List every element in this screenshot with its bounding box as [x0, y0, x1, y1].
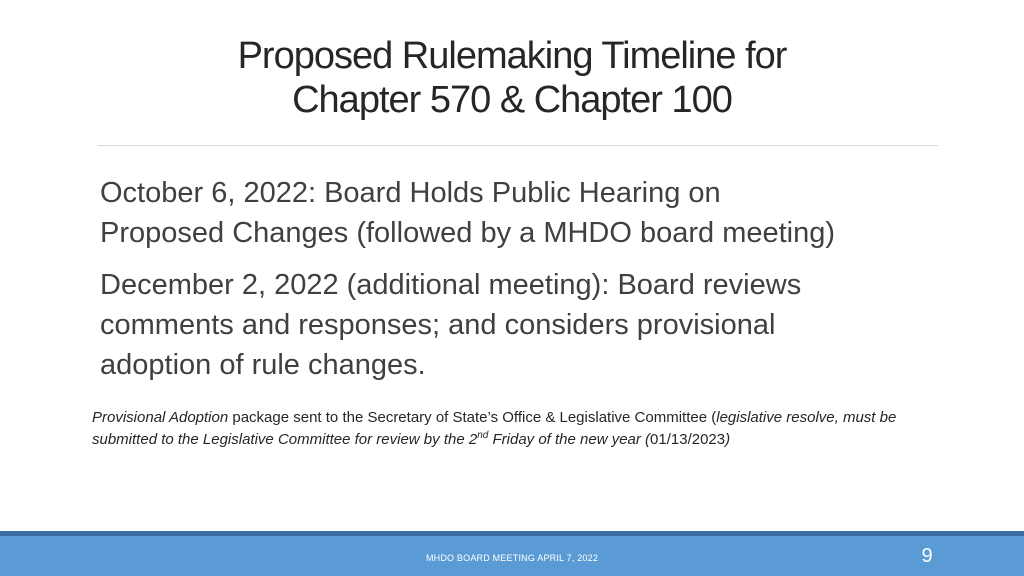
note-lead: Provisional Adoption [92, 409, 229, 426]
title-divider [98, 145, 938, 146]
timeline-item-october [100, 173, 950, 253]
provisional-adoption-note [92, 407, 932, 451]
timeline-item-december-line-2: comments and responses; and considers provisional [100, 309, 776, 341]
timeline-item-october-line-2: Proposed Changes (followed by a MHDO board meeting) [100, 217, 836, 249]
note-mid: package sent to the Secretary of State’s Office & Legislative Committee ( [228, 409, 717, 426]
note-date: 01/13/2023 [650, 431, 726, 448]
title-line-2: Chapter 570 & Chapter 100 [292, 79, 732, 121]
timeline-item-december-line-1: December 2, 2022 (additional meeting): Board reviews [100, 269, 802, 301]
slide-body [100, 173, 950, 397]
note-superscript: nd [477, 430, 489, 441]
note-italic-2: Friday of the new year ( [488, 431, 651, 448]
timeline-item-october-line-1: October 6, 2022: Board Holds Public Hearing on [100, 177, 721, 209]
page-number: 9 [921, 545, 933, 567]
slide-title [100, 34, 924, 122]
timeline-item-december [100, 265, 950, 385]
title-line-1: Proposed Rulemaking Timeline for [237, 35, 787, 77]
timeline-item-december-line-3: adoption of rule changes. [100, 349, 426, 381]
note-italic-1: legislative resolve, must be submitted to the Legislative Committee for review by the 2 [92, 409, 897, 448]
footer-text: MHDO BOARD MEETING APRIL 7, 2022 [425, 553, 599, 563]
note-italic-close: ) [725, 431, 731, 448]
